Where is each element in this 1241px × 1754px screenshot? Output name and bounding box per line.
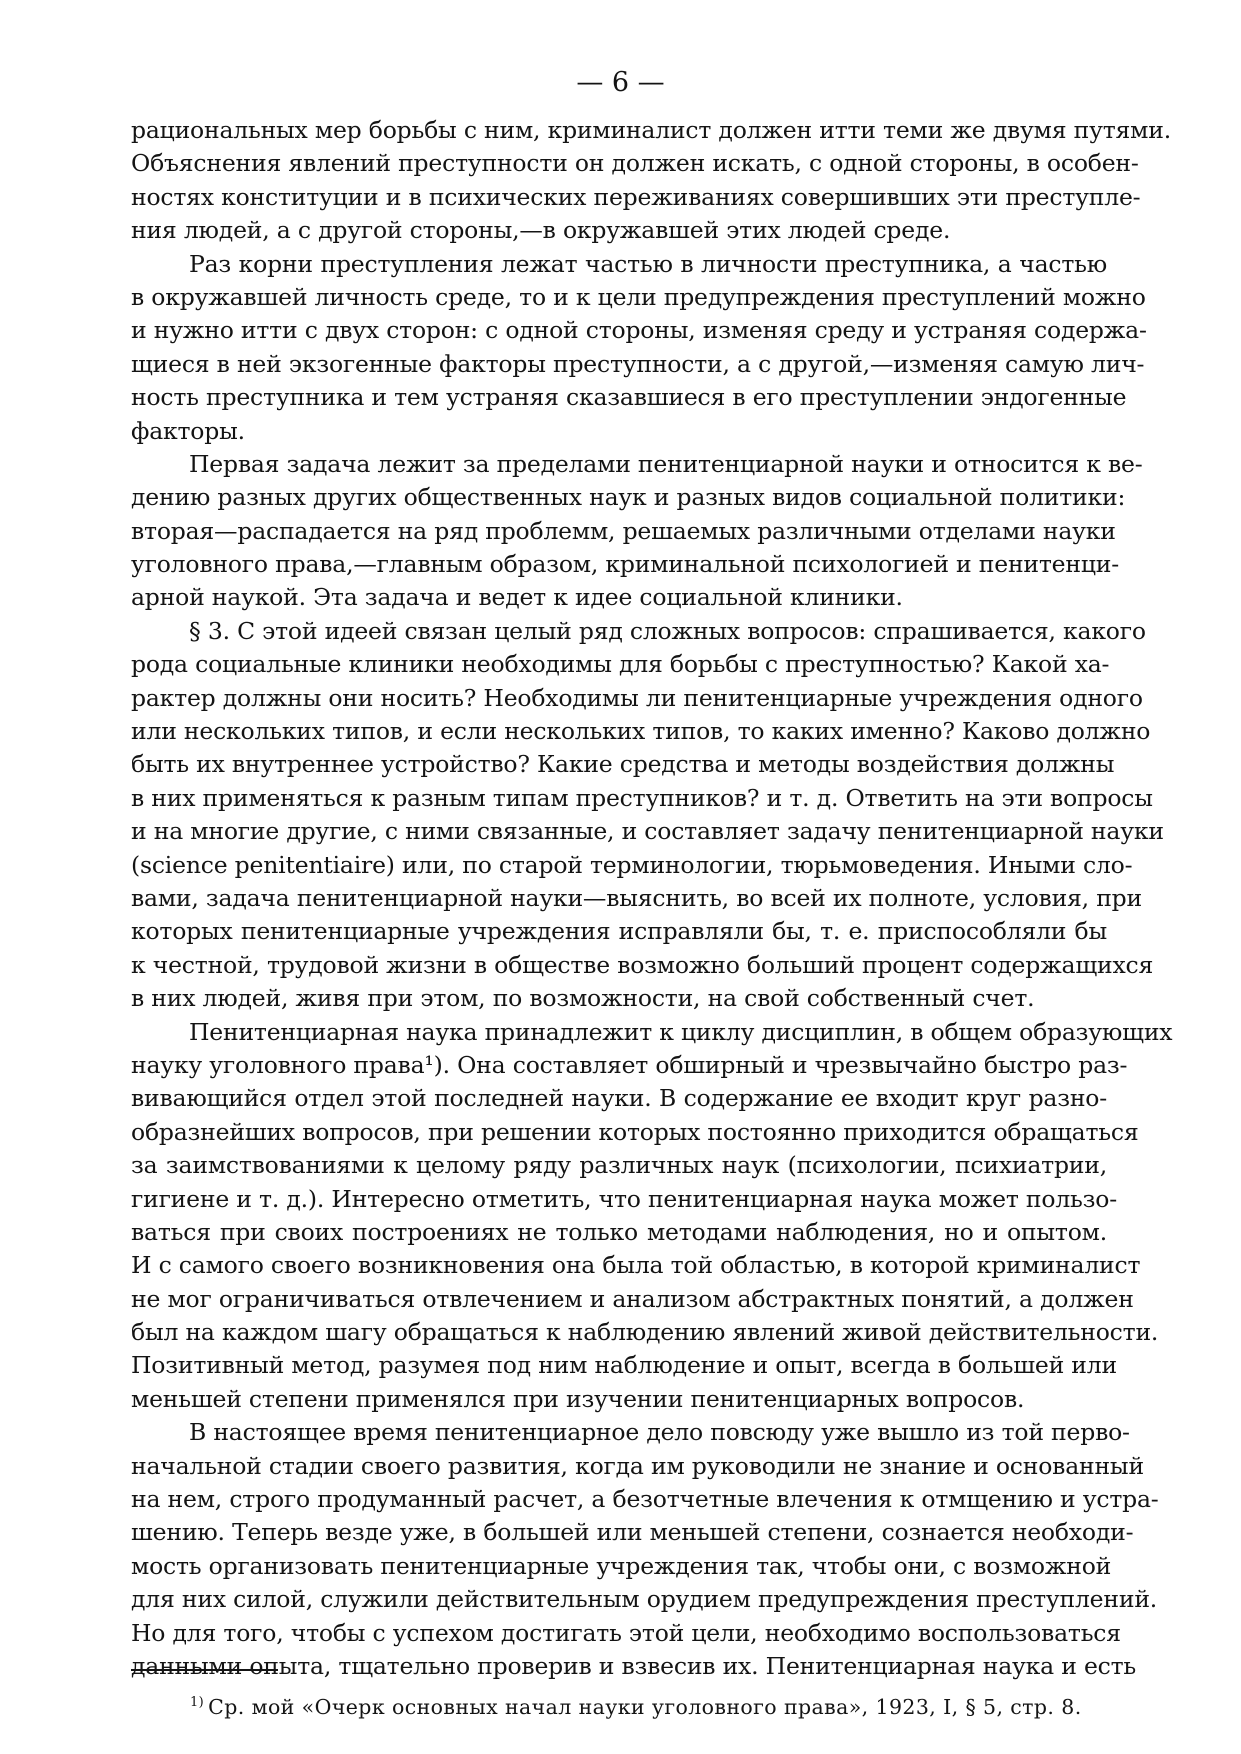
text-line: § 3. С этой идеей связан целый ряд сложных вопросов: спрашивается, какого (189, 616, 1146, 645)
footnote-separator (131, 1669, 278, 1671)
text-line: для них силой, служили действительным орудием предупреждения преступлений. (131, 1585, 1158, 1614)
text-line: которых пенитенциарные учреждения исправляли бы, т. е. приспособляли бы (131, 917, 1107, 946)
paragraph (131, 248, 1147, 448)
text-line: начальной стадии своего развития, когда им руководили не знание и основанный (131, 1451, 1144, 1480)
text-line: арной наукой. Эта задача и ведет к идее социальной клиники. (131, 583, 903, 612)
text-line: и нужно итти с двух сторон: с одной стороны, изменяя среду и устраняя содержа- (131, 316, 1147, 345)
paragraph (131, 1416, 1159, 1683)
text-line: на нем, строго продуманный расчет, а безотчетные влечения к отмщению и устра- (131, 1485, 1159, 1514)
text-line: гигиене и т. д.). Интересно отметить, что пенитенциарная наука может пользо- (131, 1184, 1117, 1213)
text-line: вами, задача пенитенциарной науки—выяснить, во всей их полноте, условия, при (131, 883, 1142, 912)
text-line: рациональных мер борьбы с ним, криминалист должен итти теми же двумя путями. (131, 116, 1171, 144)
text-line: вивающийся отдел этой последней науки. В содержание ее входит круг разно- (131, 1084, 1107, 1113)
text-line: Объяснения явлений преступности он должен искать, с одной стороны, в особен- (131, 149, 1139, 178)
body-text (131, 114, 1173, 1683)
text-line: Раз корни преступления лежат частью в личности преступника, а частью (189, 249, 1107, 278)
text-line: вторая—распадается на ряд проблемм, решаемых различными отделами науки (131, 516, 1116, 545)
text-line: быть их внутреннее устройство? Какие средства и методы воздействия должны (131, 750, 1115, 779)
page-number: — 6 — (576, 67, 665, 98)
text-line: меньшей степени применялся при изучении пенитенциарных вопросов. (131, 1384, 1025, 1413)
paragraph (131, 1016, 1173, 1417)
text-line: был на каждом шагу обращаться к наблюдению явлений живой действительности. (131, 1318, 1159, 1347)
text-line: ностях конституции и в психических переживаниях совершивших эти преступле- (131, 182, 1141, 211)
paragraph (131, 114, 1171, 248)
paragraph (131, 448, 1143, 615)
text-line: И с самого своего возникновения она была той областью, в которой криминалист (131, 1251, 1141, 1280)
text-line: за заимствованиями к целому ряду различных наук (психологии, психиатрии, (131, 1151, 1107, 1180)
text-line: Первая задача лежит за пределами пенитенциарной науки и относится к ве- (189, 449, 1143, 478)
text-line: науку уголовного права¹). Она составляет обширный и чрезвычайно быстро раз- (131, 1050, 1128, 1079)
text-line: рактер должны они носить? Необходимы ли пенитенциарные учреждения одного (131, 683, 1143, 712)
text-line: не мог ограничиваться отвлечением и анализом абстрактных понятий, а должен (131, 1284, 1134, 1313)
text-line: в окружавшей личность среде, то и к цели предупреждения преступлений можно (131, 282, 1146, 311)
text-line: Но для того, чтобы с успехом достигать этой цели, необходимо воспользоваться (131, 1618, 1121, 1647)
text-line: мость организовать пенитенциарные учреждения так, чтобы они, с возможной (131, 1551, 1112, 1580)
text-line: дению разных других общественных наук и разных видов социальной политики: (131, 483, 1126, 512)
text-line: образнейших вопросов, при решении которых постоянно приходится обращаться (131, 1117, 1139, 1146)
text-line: шению. Теперь везде уже, в большей или меньшей степени, сознается необходи- (131, 1518, 1134, 1547)
text-line: В настоящее время пенитенциарное дело повсюду уже вышло из той перво- (189, 1418, 1130, 1447)
text-line: щиеся в ней экзогенные факторы преступности, а с другой,—изменяя самую лич- (131, 349, 1145, 378)
footnote-marker: 1) (190, 1695, 205, 1710)
text-line: (science penitentiaire) или, по старой терминологии, тюрьмоведения. Иными сло- (131, 850, 1133, 879)
text-line: ния людей, а с другой стороны,—в окружавшей этих людей среде. (131, 216, 951, 245)
text-line: данными опыта, тщательно проверив и взвесив их. Пенитенциарная наука и есть (131, 1651, 1137, 1680)
text-line: или нескольких типов, и если нескольких типов, то каких именно? Каково должно (131, 717, 1151, 746)
text-line: уголовного права,—главным образом, криминальной психологией и пенитенци- (131, 550, 1119, 579)
text-line: в них людей, живя при этом, по возможности, на свой собственный счет. (131, 984, 1035, 1013)
text-line: и на многие другие, с ними связанные, и составляет задачу пенитенциарной науки (131, 817, 1164, 846)
paragraph (131, 615, 1164, 1016)
text-line: ность преступника и тем устраняя сказавшиеся в его преступлении эндогенные (131, 383, 1127, 412)
text-line: Пенитенциарная наука принадлежит к циклу дисциплин, в общем образующих (189, 1017, 1173, 1046)
text-line: факторы. (131, 416, 245, 445)
footnote-text: Ср. мой «Очерк основных начал науки уголовного права», 1923, I, § 5, стр. 8. (208, 1695, 1082, 1719)
footnote (190, 1693, 1115, 1721)
text-line: Позитивный метод, разумея под ним наблюдение и опыт, всегда в большей или (131, 1351, 1117, 1380)
text-line: в них применяться к разным типам преступников? и т. д. Ответить на эти вопросы (131, 783, 1153, 812)
text-line: к честной, трудовой жизни в обществе возможно больший процент содержащихся (131, 950, 1154, 979)
text-line: рода социальные клиники необходимы для борьбы с преступностью? Какой ха- (131, 650, 1110, 679)
text-line: ваться при своих построениях не только методами наблюдения, но и опытом. (131, 1217, 1107, 1246)
